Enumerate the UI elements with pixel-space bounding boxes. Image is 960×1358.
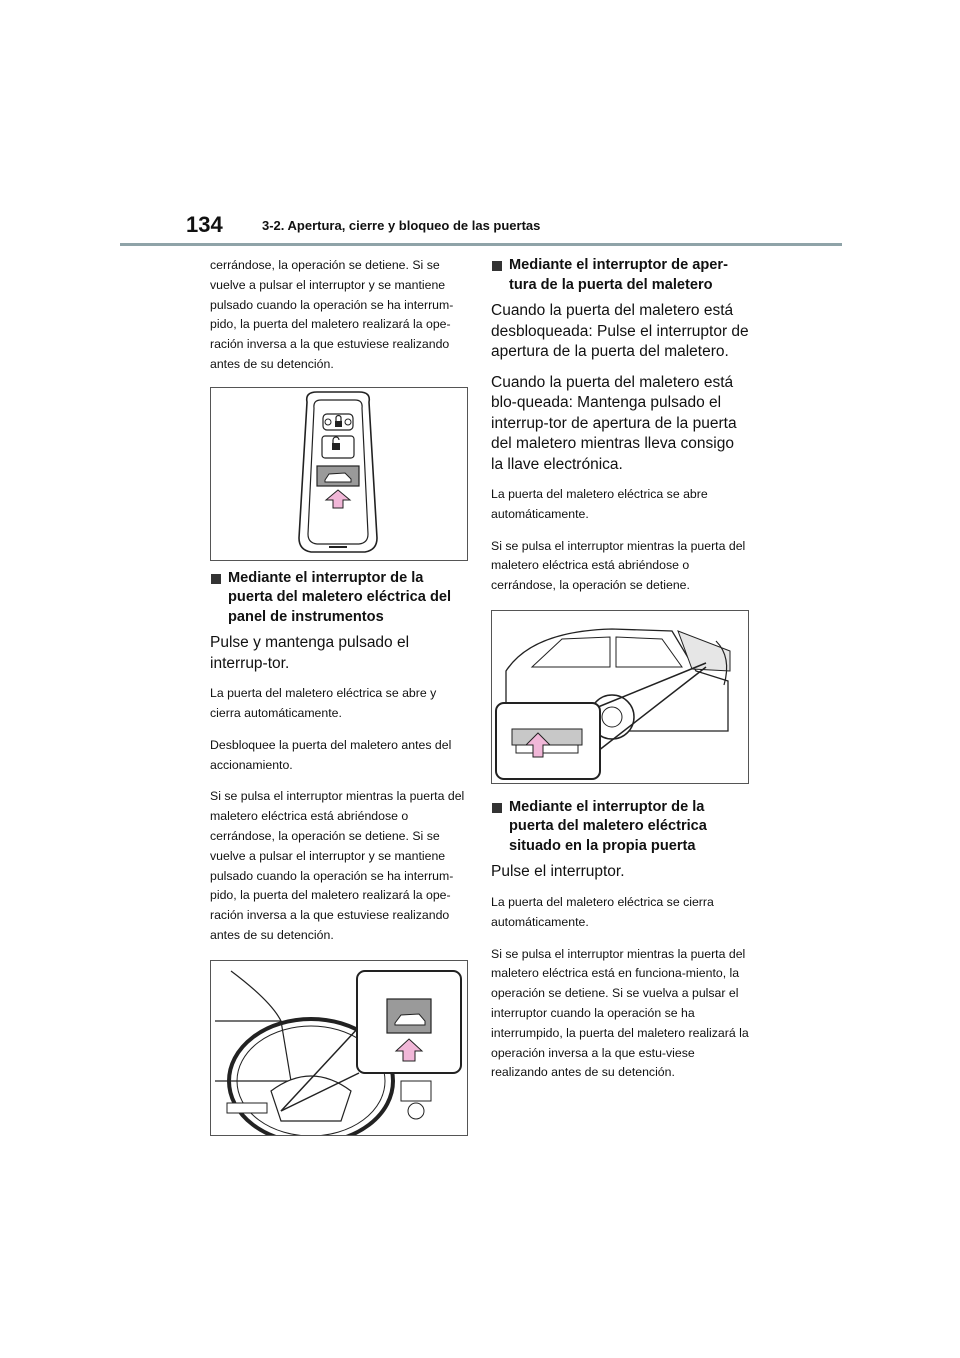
bullet-square-icon [492, 803, 502, 813]
section2-instruction2: Cuando la puerta del maletero está blo-queada: Mantenga pulsado el interrup-tor de apertura de la puerta del maletero mientras lleva consigo la llave electrónica. [491, 373, 737, 473]
bullet-square-icon [492, 261, 502, 271]
section1-heading-text: Mediante el interruptor de la puerta del maletero eléctrica del panel de instrumentos [228, 569, 452, 625]
bullet-square-icon [211, 574, 221, 584]
section1-heading [210, 569, 468, 628]
section3-heading [491, 798, 749, 857]
section-header: 3-2. Apertura, cierre y bloqueo de las puertas [262, 218, 541, 233]
rear-car-illustration [492, 611, 748, 783]
section1-note3: Si se pulsa el interruptor mientras la puerta del maletero eléctrica está abriéndose o cerrándose, la operación se detiene. Si se vuelve a pulsar el interruptor y se mantiene pulsado cuando la operación se ha interrum-pido, la puerta del maletero realizará la ope-ración inversa a la que estuviese realizando antes de su detención. [210, 789, 465, 943]
section2-heading [491, 256, 749, 295]
intro-paragraph: cerrándose, la operación se detiene. Si se vuelve a pulsar el interruptor y se mantiene pulsado cuando la operación se ha interrum-pido, la puerta del maletero realizará la ope-ración inversa a la que estuviese realizando antes de su detención. [210, 258, 454, 371]
section3-heading-text: Mediante el interruptor de la puerta del maletero eléctrica situado en la propia puerta [509, 798, 707, 854]
section1-instruction: Pulse y mantenga pulsado el interrup-tor. [210, 634, 410, 672]
section3-note2: Si se pulsa el interruptor mientras la puerta del maletero eléctrica está en funciona-miento, la operación se detiene. Si se vuelva a pulsar el interruptor cuando la operación se ha interrumpido, la puerta del maletero realizará la operación inversa a la que estu-viese realizando antes de su detención. [491, 946, 749, 1080]
dashboard-figure [210, 960, 468, 1136]
section2-heading-text: Mediante el interruptor de aper-tura de la puerta del maletero [509, 257, 728, 293]
section1-note1: La puerta del maletero eléctrica se abre y cierra automáticamente. [210, 686, 437, 721]
smart-key-illustration [211, 388, 467, 560]
page-number: 134 [186, 212, 223, 237]
rear-car-figure [491, 610, 749, 784]
section2-note2: Si se pulsa el interruptor mientras la puerta del maletero eléctrica está abriéndose o cerrándose, la operación se detiene. [491, 538, 746, 593]
section3-instruction: Pulse el interruptor. [491, 863, 625, 881]
section3-note1: La puerta del maletero eléctrica se cierra automáticamente. [491, 894, 714, 929]
section2-note1: La puerta del maletero eléctrica se abre automáticamente. [491, 487, 708, 521]
right-column [491, 256, 749, 1095]
section2-instruction1: Cuando la puerta del maletero está desbloqueada: Pulse el interruptor de apertura de la puerta del maletero. [491, 302, 749, 360]
left-column [210, 256, 468, 1144]
dashboard-illustration [211, 961, 467, 1135]
header-rule [120, 243, 842, 246]
smart-key-figure [210, 387, 468, 561]
section1-note2: Desbloquee la puerta del maletero antes del accionamiento. [210, 737, 452, 772]
